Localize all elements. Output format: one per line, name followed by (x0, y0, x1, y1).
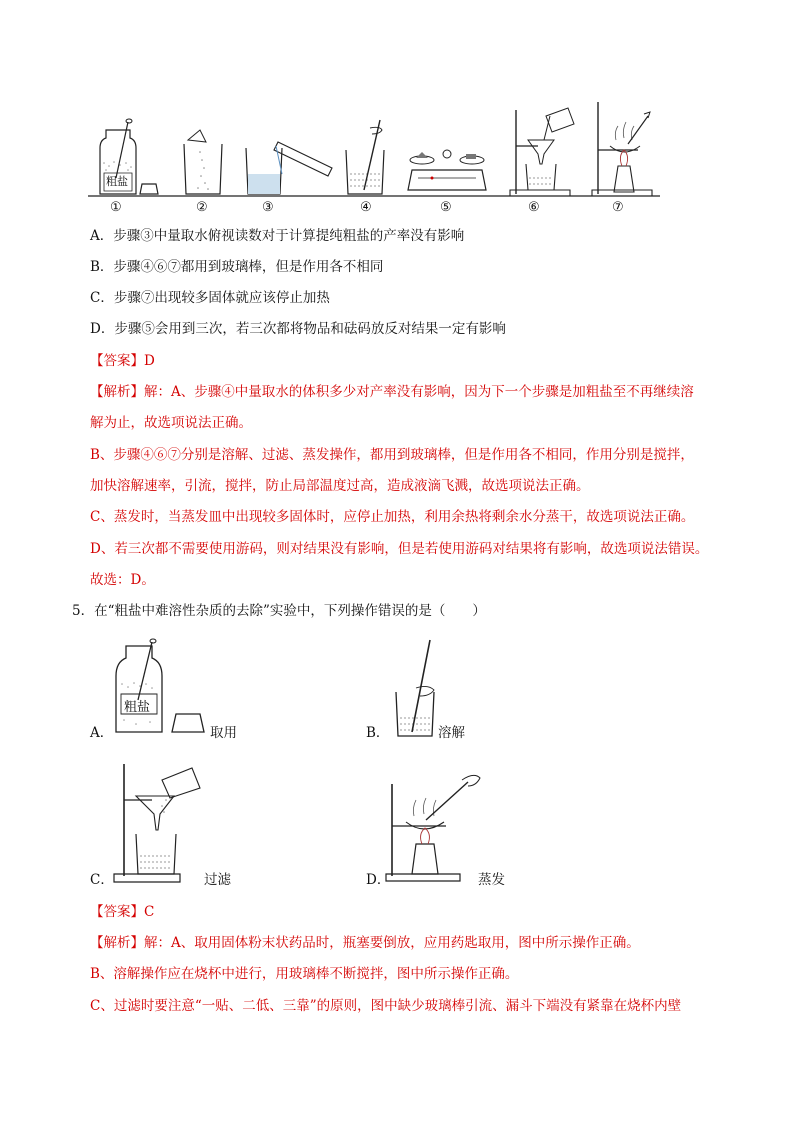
step-label-6: ⑥ (528, 200, 540, 215)
step-label-4: ④ (360, 200, 372, 215)
q5-stem: 5．在“粗盐中难溶性杂质的去除”实验中，下列操作错误的是（ ） (72, 603, 486, 619)
q5-option-a-jar-icon (112, 640, 212, 736)
step6-filtration-icon (508, 106, 578, 198)
q5-option-a-salt-label: 粗盐 (124, 700, 151, 715)
step1-salt-label: 粗盐 (106, 175, 128, 188)
step4-stirring-icon (340, 118, 390, 198)
q4-analysis-line-4: 加快溶解速率，引流，搅拌，防止局部温度过高，造成液滴飞溅，故选项说法正确。 (90, 478, 590, 494)
q4-analysis-line-6: D、若三次都不需要使用游码，则对结果没有影响，但是若使用游码对结果将有影响，故选项说法错误。 (90, 541, 709, 557)
q5-option-c-letter: C． (90, 872, 114, 888)
step3-cylinder-icon (240, 128, 340, 198)
q5-analysis-line-3: C、过滤时要注意“一贴、二低、三靠”的原则，图中缺少玻璃棒引流、漏斗下端没有紧靠在烧杯内壁 (90, 998, 682, 1014)
step-label-2: ② (196, 200, 208, 215)
q5-analysis-line-1: 【解析】解：A、取用固体粉末状药品时，瓶塞要倒放，应用药匙取用，图中所示操作正确。 (90, 935, 640, 951)
step-label-1: ① (110, 200, 122, 215)
q4-analysis-line-1: 【解析】解：A、步骤④中量取水的体积多少对产率没有影响，因为下一个步骤是加粗盐至不再继续溶 (90, 384, 694, 400)
q4-analysis-line-5: C、蒸发时，当蒸发皿中出现较多固体时，应停止加热，利用余热将剩余水分蒸干，故选项说法正确。 (90, 509, 695, 525)
q5-answer: 【答案】C (90, 904, 155, 920)
step7-evaporation-icon (588, 100, 658, 198)
q4-analysis-line-3: B、步骤④⑥⑦分别是溶解、过滤、蒸发操作，都用到玻璃棒，但是作用各不相同，作用分别是搅拌， (90, 447, 694, 463)
q5-option-b-letter: B． (366, 725, 390, 741)
q4-option-d: D．步骤⑤会用到三次，若三次都将物品和砝码放反对结果一定有影响 (90, 321, 506, 337)
q5-option-c-caption: 过滤 (204, 872, 231, 888)
step5-balance-icon (406, 146, 490, 196)
q4-analysis-line-7: 故选：D。 (90, 572, 155, 588)
q5-option-d-letter: D． (366, 872, 391, 888)
q5-analysis-line-2: B、溶解操作应在烧杯中进行，用玻璃棒不断搅拌，图中所示操作正确。 (90, 966, 519, 982)
q5-option-a-caption: 取用 (210, 725, 237, 741)
step2-beaker-icon (178, 128, 228, 198)
q4-option-c: C．步骤⑦出现较多固体就应该停止加热 (90, 290, 330, 306)
step-label-5: ⑤ (440, 200, 452, 215)
q5-option-b-beaker-icon (390, 638, 450, 738)
q5-option-b-caption: 溶解 (438, 725, 465, 741)
q5-option-d-caption: 蒸发 (478, 872, 505, 888)
q5-option-c-filtration-icon (112, 760, 202, 884)
q4-option-b: B．步骤④⑥⑦都用到玻璃棒，但是作用各不相同 (90, 259, 384, 275)
q4-analysis-line-2: 解为止，故选项说法正确。 (90, 415, 252, 431)
step-label-3: ③ (262, 200, 274, 215)
q4-answer: 【答案】D (90, 353, 155, 369)
q5-option-a-letter: A． (90, 725, 114, 741)
step-label-7: ⑦ (612, 200, 624, 215)
step1-reagent-jar-icon (94, 118, 164, 198)
q5-option-d-evaporation-icon (384, 770, 484, 882)
q4-option-a: A．步骤③中量取水俯视读数对于计算提纯粗盐的产率没有影响 (90, 228, 465, 244)
